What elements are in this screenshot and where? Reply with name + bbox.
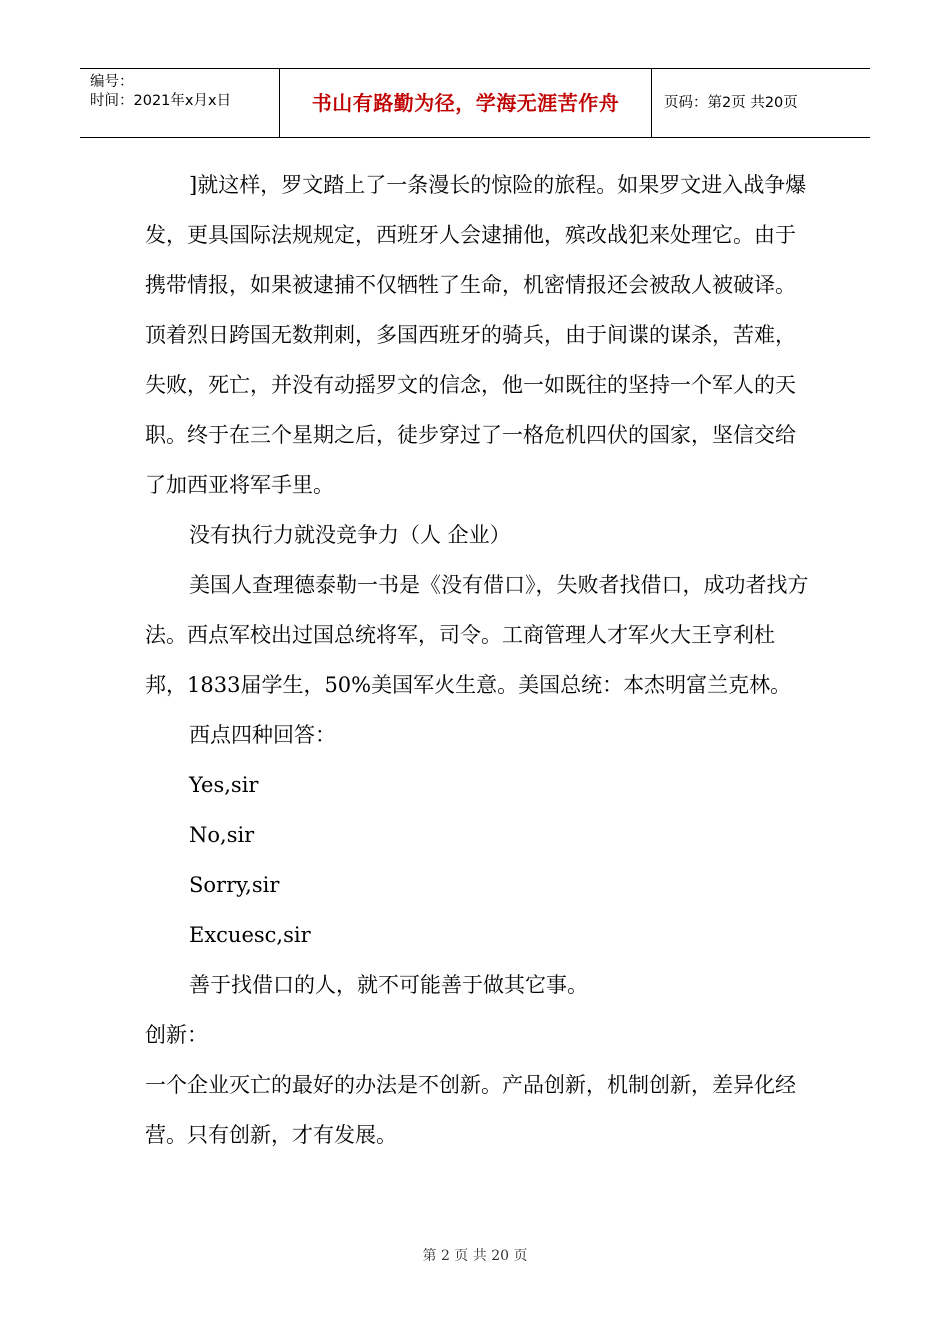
document-number-label: 编号：: [90, 74, 134, 90]
answer-item: Yes,sir: [189, 773, 259, 797]
answer-item: Excuesc,sir: [189, 923, 311, 947]
page-footer: 第 2 页 共 20 页: [422, 1248, 528, 1264]
header-motto: 书山有路勤为径，学海无涯苦作舟: [280, 69, 652, 137]
answer-item: No,sir: [189, 823, 255, 847]
paragraph-excuses-conclusion: 善于找借口的人，就不可能善于做其它事。: [189, 973, 588, 997]
paragraph-no-excuses: 美国人查理德泰勒一书是《没有借口》，失败者找借口，成功者找方法。西点军校出过国总统将军，司令。工商管理人才军火大王亨利杜邦，1833届学生，50%美国军火生意。美国总统：本杰明富兰克林。: [145, 573, 809, 697]
paragraph-innovation: 一个企业灭亡的最好的办法是不创新。产品创新，机制创新，差异化经营。只有创新，才有发展。: [145, 1073, 796, 1147]
answer-item: Sorry,sir: [189, 873, 280, 897]
paragraph-west-point-answers: 西点四种回答：: [189, 723, 336, 747]
paragraph-rowan-journey: ]就这样，罗文踏上了一条漫长的惊险的旅程。如果罗文进入战争爆发，更具国际法规规定，西班牙人会逮捕他，殡改战犯来处理它。由于携带情报，如果被逮捕不仅牺牲了生命，机密情报还会被敌人被破译。顶着烈日跨国无数荆刺，多国西班牙的骑兵，由于间谍的谋杀，苦难，失败，死亡，并没有动摇罗文的信念，他一如既往的坚持一个军人的天职。终于在三个星期之后，徒步穿过了一格危机四伏的国家，坚信交给了加西亚将军手里。: [145, 173, 807, 497]
paragraph-execution-heading: 没有执行力就没竞争力（人 企业）: [189, 523, 511, 547]
document-body: [145, 160, 810, 1160]
page-header: [80, 68, 870, 138]
header-meta: [80, 69, 280, 137]
header-page-number: 页码：第2页 共20页: [664, 95, 798, 111]
document-time-label: 时间：2021年x月x日: [90, 93, 232, 109]
section-heading-innovation: 创新：: [145, 1023, 208, 1047]
